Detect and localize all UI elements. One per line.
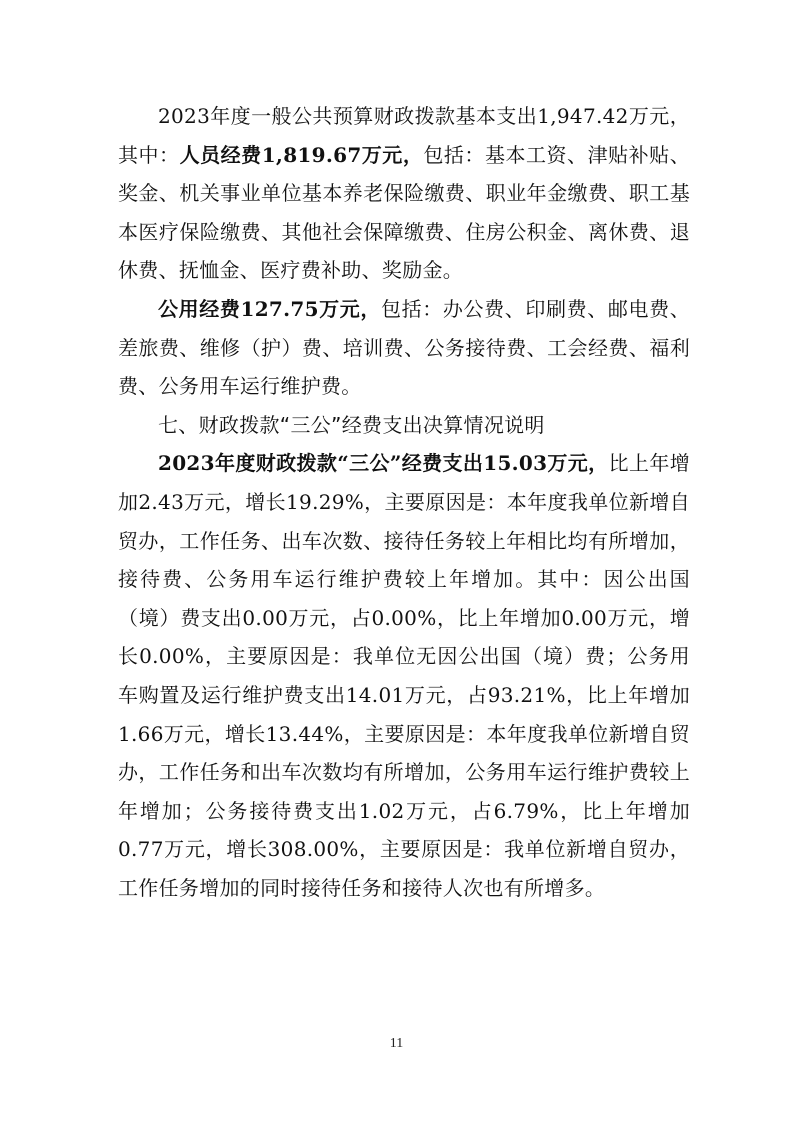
text-segment: 包括：办公费、印刷费、邮电费、差旅费、维修（护）费、培训费、公务接待费、工会经费、福利费、公务用车运行维护费。 [118,296,690,399]
bold-public-expenses: 公用经费127.75万元， [158,296,382,321]
section-heading: 七、财政拨款“三公”经费支出决算情况说明 [158,412,545,437]
text-segment: 2023年度一般公共预算财政拨款基本支出1,947.42万元，其中： [118,104,690,167]
bold-three-public-total: 2023年度财政拨款“三公”经费支出15.03万元， [158,451,609,476]
bold-personnel-expenses: 人员经费1,819.67万元， [179,142,424,167]
paragraph-public-expenses [118,290,690,406]
paragraph-basic-expenditure [118,97,690,290]
text-segment: 包括：基本工资、津贴补贴、奖金、机关事业单位基本养老保险缴费、职业年金缴费、职工基本医疗保险缴费、其他社会保障缴费、住房公积金、离休费、退休费、抚恤金、医疗费补助、奖励金。 [118,142,691,283]
page-number: 11 [389,1036,404,1051]
text-segment: 比上年增加2.43万元，增长19.29%，主要原因是：本年度我单位新增自贸办，工作任务、出车次数、接待任务较上年相比均有所增加，接待费、公务用车运行维护费较上年增加。其中：因公出国（境）费支出0.00万元，占0.00%，比上年增加0.00万元，增长0.00%，主要原因是：我单位无因公出国（境）费；公务用车购置及运行维护费支出14.01万元，占93.21%，比上年增加1.66万元，增长13.44%，主要原因是：本年度我单位新增自贸办，工作任务和出车次数均有所增加，公务用车运行维护费较上年增加；公务接待费支出1.02万元，占6.79%，比上年增加0.77万元，增长308.00%，主要原因是：我单位新增自贸办，工作任务增加的同时接待任务和接待人次也有所增多。 [118,451,690,900]
paragraph-three-public-expenses [118,444,690,907]
document-body [118,97,690,907]
